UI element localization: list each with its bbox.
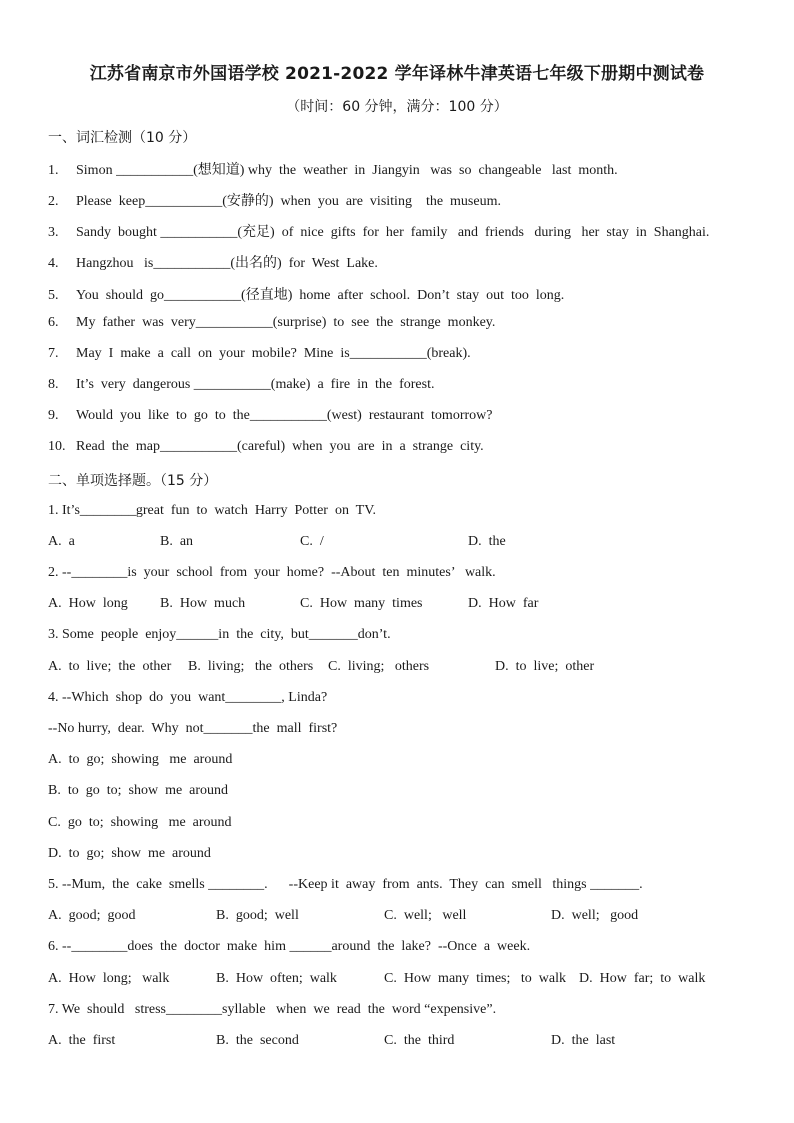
vocab-item-2: [48, 190, 501, 210]
question-2-stem: 2. --________is your school from your home? --About ten minutes’ walk.: [48, 565, 496, 580]
q5-option-a: A. good; good: [48, 908, 136, 923]
section-1-heading: 一、词汇检测（10 分）: [48, 130, 197, 146]
vocab-item-3: [48, 221, 709, 241]
item-text: May I make a call on your mobile? Mine is___________(break).: [76, 346, 471, 361]
vocab-item-10: [48, 439, 484, 455]
q3-option-d: D. to live; other: [495, 659, 595, 674]
question-3-stem: 3. Some people enjoy______in the city, but_______don’t.: [48, 627, 391, 642]
q4-option-c: C. go to; showing me around: [48, 815, 232, 830]
q4-option-d: D. to go; show me around: [48, 846, 211, 861]
q3-option-a: A. to live; the other: [48, 659, 172, 674]
q6-option-a: A. How long; walk: [48, 971, 170, 986]
q6-option-b: B. How often; walk: [216, 971, 337, 986]
q1-option-d: D. the: [468, 534, 506, 549]
question-4-stem: 4. --Which shop do you want________, Linda?: [48, 690, 328, 705]
exam-subtitle: （时间：60 分钟，满分：100 分）: [286, 99, 508, 115]
q7-option-d: D. the last: [551, 1033, 616, 1048]
vocab-item-4: [48, 252, 378, 272]
item-text: It’s very dangerous ___________(make) a fire in the forest.: [76, 377, 435, 392]
q5-option-d: D. well; good: [551, 908, 639, 923]
q2-option-d: D. How far: [468, 596, 539, 611]
item-number: 3.: [48, 225, 59, 240]
item-text: Please keep___________(安静的) when you are visiting the museum.: [76, 194, 501, 209]
q3-option-b: B. living; the others: [188, 659, 314, 674]
question-4-stem-reply: --No hurry, dear. Why not_______the mall first?: [48, 721, 338, 736]
question-6-stem: 6. --________does the doctor make him ______around the lake? --Once a week.: [48, 939, 531, 954]
item-text: Simon ___________(想知道) why the weather in Jiangyin was so changeable last month.: [76, 163, 618, 178]
q4-option-b: B. to go to; show me around: [48, 783, 229, 798]
item-number: 8.: [48, 377, 59, 392]
vocab-item-5: [48, 284, 564, 304]
q3-option-c: C. living; others: [328, 659, 430, 674]
item-number: 6.: [48, 315, 59, 330]
q2-option-b: B. How much: [160, 596, 246, 611]
q6-option-d: D. How far; to walk: [579, 971, 706, 986]
q1-option-a: A. a: [48, 534, 75, 549]
item-number: 7.: [48, 346, 59, 361]
item-text: You should go___________(径直地) home after school. Don’t stay out too long.: [76, 288, 565, 303]
q7-option-c: C. the third: [384, 1033, 455, 1048]
item-number: 5.: [48, 288, 59, 303]
q2-option-a: A. How long: [48, 596, 128, 611]
q2-option-c: C. How many times: [300, 596, 423, 611]
q6-option-c: C. How many times; to walk: [384, 971, 566, 986]
vocab-item-9: [48, 408, 492, 424]
q4-option-a: A. to go; showing me around: [48, 752, 233, 767]
item-text: Read the map___________(careful) when you are in a strange city.: [76, 439, 484, 454]
item-number: 1.: [48, 163, 59, 178]
item-number: 10.: [48, 439, 66, 454]
item-text: My father was very___________(surprise) to see the strange monkey.: [76, 315, 496, 330]
q5-option-b: B. good; well: [216, 908, 299, 923]
item-text: Hangzhou is___________(出名的) for West Lake.: [76, 256, 378, 271]
exam-title: 江苏省南京市外国语学校 2021-2022 学年译林牛津英语七年级下册期中测试卷: [89, 64, 705, 84]
question-1-stem: 1. It’s________great fun to watch Harry Potter on TV.: [48, 503, 377, 518]
question-7-stem: 7. We should stress________syllable when we read the word “expensive”.: [48, 1002, 497, 1017]
item-number: 4.: [48, 256, 59, 271]
item-text: Would you like to go to the___________(west) restaurant tomorrow?: [76, 408, 493, 423]
q7-option-b: B. the second: [216, 1033, 299, 1048]
q1-option-c: C. /: [300, 534, 324, 549]
section-2-heading: 二、单项选择题。（15 分）: [48, 473, 218, 489]
q5-option-c: C. well; well: [384, 908, 467, 923]
question-5-stem: 5. --Mum, the cake smells ________. --Keep it away from ants. They can smell things _______.: [48, 877, 643, 892]
item-text: Sandy bought ___________(充足) of nice gifts for her family and friends during her stay in Shanghai.: [76, 225, 710, 240]
vocab-item-6: [48, 315, 495, 331]
item-number: 9.: [48, 408, 59, 423]
q1-option-b: B. an: [160, 534, 194, 549]
item-number: 2.: [48, 194, 59, 209]
vocab-item-7: [48, 346, 471, 362]
vocab-item-8: [48, 377, 434, 393]
q7-option-a: A. the first: [48, 1033, 116, 1048]
vocab-item-1: [48, 159, 618, 179]
